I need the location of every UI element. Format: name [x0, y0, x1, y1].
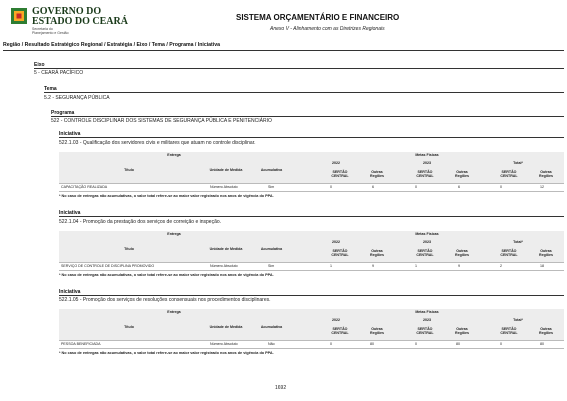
programa-value: 522 - CONTROLE DISCIPLINAR DOS SISTEMAS DE SEGURANÇA PÚBLICA E PENITENCIÁRIO [51, 118, 272, 124]
col-total: Total* [513, 240, 523, 244]
cell-titulo: CAPACITAÇÃO REALIZADA [61, 185, 108, 189]
breadcrumb: Região / Resultado Estratégico Regional / Estratégia / Eixo / Tema / Programa / Iniciativa [3, 42, 220, 48]
col-2023: 2023 [423, 318, 431, 322]
col-titulo: Título [124, 168, 134, 172]
table-footnote: * No caso de entregas não acumulativas, o valor total refere-se ao maior valor registrado nos anos de vigência do PPA. [59, 273, 274, 277]
government-logo [10, 6, 128, 36]
tema-label: Tema [44, 86, 57, 92]
col-outras-total: Outras Regiões [539, 249, 553, 258]
col-unidade: Unidade de Medida [209, 247, 243, 251]
table-bottom-divider [59, 348, 564, 349]
cell-acumulativa: Não [268, 342, 275, 346]
header-divider [3, 50, 564, 51]
cell-unidade: Número Absoluto [210, 342, 238, 346]
col-outras-2023: Outras Regiões [455, 249, 469, 258]
col-titulo: Título [124, 247, 134, 251]
logo-subtext: Secretaria do Planejamento e Gestão [32, 27, 69, 35]
logo-text-line2: ESTADO DO CEARÁ [32, 16, 128, 27]
col-titulo: Título [124, 325, 134, 329]
table-footnote: * No caso de entregas não acumulativas, o valor total refere-se ao maior valor registrado nos anos de vigência do PPA. [59, 194, 274, 198]
table-bottom-divider [59, 270, 564, 271]
col-unidade: Unidade de Medida [209, 168, 243, 172]
tema-value: 5.2 - SEGURANÇA PÚBLICA [44, 95, 110, 101]
report-header [0, 0, 567, 40]
report-title: SISTEMA ORÇAMENTÁRIO E FINANCEIRO [236, 13, 400, 22]
cell-acumulativa: Sim [268, 264, 275, 268]
logo-text-line1: GOVERNO DO [32, 6, 102, 17]
col-metas-fisicas: Metas Físicas [415, 310, 439, 314]
programa-label: Programa [51, 110, 75, 116]
col-sertao-central-total: SERTÃO CENTRAL [500, 249, 518, 258]
table-footnote: * No caso de entregas não acumulativas, o valor total refere-se ao maior valor registrado nos anos de vigência do PPA. [59, 351, 274, 355]
iniciativa-label: Iniciativa [59, 210, 81, 216]
cell-2022-sertao: 0 [330, 185, 332, 189]
col-outras-total: Outras Regiões [539, 327, 553, 336]
table-bottom-divider [59, 191, 564, 192]
col-2023: 2023 [423, 161, 431, 165]
cell-total-outras: 80 [540, 342, 544, 346]
eixo-label: Eixo [34, 62, 45, 68]
iniciativa-value: 522.1.05 - Promoção dos serviços de resoluções consensuais nos procedimentos disciplinares. [59, 297, 271, 303]
cell-unidade: Número Absoluto [210, 185, 238, 189]
cell-2023-sertao: 0 [415, 342, 417, 346]
programa-divider [51, 116, 564, 117]
tema-divider [44, 92, 564, 93]
page-number: 1692 [275, 385, 287, 391]
col-unidade: Unidade de Medida [209, 325, 243, 329]
cell-titulo: SERVIÇO DE CONTROLE DE DISCIPLINA PROMOVIDO [61, 264, 155, 268]
col-acumulativa: Acumulativa [260, 168, 283, 172]
cell-2023-outras: 80 [456, 342, 460, 346]
cell-total-sertao: 0 [500, 185, 502, 189]
cell-2023-sertao: 1 [415, 264, 417, 268]
col-metas-fisicas: Metas Físicas [415, 153, 439, 157]
col-sertao-central-2022: SERTÃO CENTRAL [331, 249, 349, 258]
table-header-divider [59, 340, 564, 341]
cell-2022-sertao: 1 [330, 264, 332, 268]
cell-titulo: PESSOA BENEFICIADA [61, 342, 101, 346]
col-outras-2022: Outras Regiões [370, 327, 384, 336]
col-outras-2023: Outras Regiões [455, 327, 469, 336]
col-sertao-central-total: SERTÃO CENTRAL [500, 170, 518, 179]
col-outras-2022: Outras Regiões [370, 170, 384, 179]
cell-2022-sertao: 0 [330, 342, 332, 346]
col-sertao-central-2023: SERTÃO CENTRAL [416, 327, 434, 336]
col-total: Total* [513, 161, 523, 165]
col-sertao-central-2023: SERTÃO CENTRAL [416, 170, 434, 179]
col-outras-total: Outras Regiões [539, 170, 553, 179]
iniciativa-value: 522.1.03 - Qualificação dos servidores civis e militares que atuam no controle disciplinar. [59, 140, 256, 146]
col-entrega: Entrega [167, 310, 181, 314]
cell-total-outras: 18 [540, 264, 544, 268]
col-entrega: Entrega [167, 153, 181, 157]
iniciativa-divider [59, 295, 564, 296]
col-2022: 2022 [332, 318, 340, 322]
cell-total-sertao: 0 [500, 342, 502, 346]
iniciativa-label: Iniciativa [59, 289, 81, 295]
eixo-value: 5 - CEARÁ PACÍFICO [34, 70, 84, 76]
iniciativa-value: 522.1.04 - Promoção da prestação dos serviços de correição e inspeção. [59, 219, 222, 225]
col-outras-2023: Outras Regiões [455, 170, 469, 179]
cell-2022-outras: 80 [370, 342, 374, 346]
col-sertao-central-2022: SERTÃO CENTRAL [331, 170, 349, 179]
col-entrega: Entrega [167, 232, 181, 236]
table-header-divider [59, 262, 564, 263]
col-2023: 2023 [423, 240, 431, 244]
col-metas-fisicas: Metas Físicas [415, 232, 439, 236]
col-sertao-central-total: SERTÃO CENTRAL [500, 327, 518, 336]
cell-acumulativa: Sim [268, 185, 275, 189]
col-outras-2022: Outras Regiões [370, 249, 384, 258]
col-acumulativa: Acumulativa [260, 325, 283, 329]
table-header-divider [59, 183, 564, 184]
col-2022: 2022 [332, 161, 340, 165]
cell-2023-sertao: 0 [415, 185, 417, 189]
col-acumulativa: Acumulativa [260, 247, 283, 251]
cell-2022-outras: 9 [372, 264, 374, 268]
cell-2023-outras: 6 [458, 185, 460, 189]
eixo-divider [34, 68, 564, 69]
cell-total-outras: 12 [540, 185, 544, 189]
cell-unidade: Número Absoluto [210, 264, 238, 268]
col-2022: 2022 [332, 240, 340, 244]
col-sertao-central-2023: SERTÃO CENTRAL [416, 249, 434, 258]
cell-2023-outras: 9 [458, 264, 460, 268]
col-sertao-central-2022: SERTÃO CENTRAL [331, 327, 349, 336]
ceara-emblem-icon [10, 7, 28, 25]
iniciativa-divider [59, 137, 564, 138]
cell-2022-outras: 6 [372, 185, 374, 189]
report-subtitle: Anexo V - Alinhamento com as Diretrizes Regionais [270, 26, 385, 32]
col-total: Total* [513, 318, 523, 322]
cell-total-sertao: 2 [500, 264, 502, 268]
iniciativa-label: Iniciativa [59, 131, 81, 137]
iniciativa-divider [59, 216, 564, 217]
